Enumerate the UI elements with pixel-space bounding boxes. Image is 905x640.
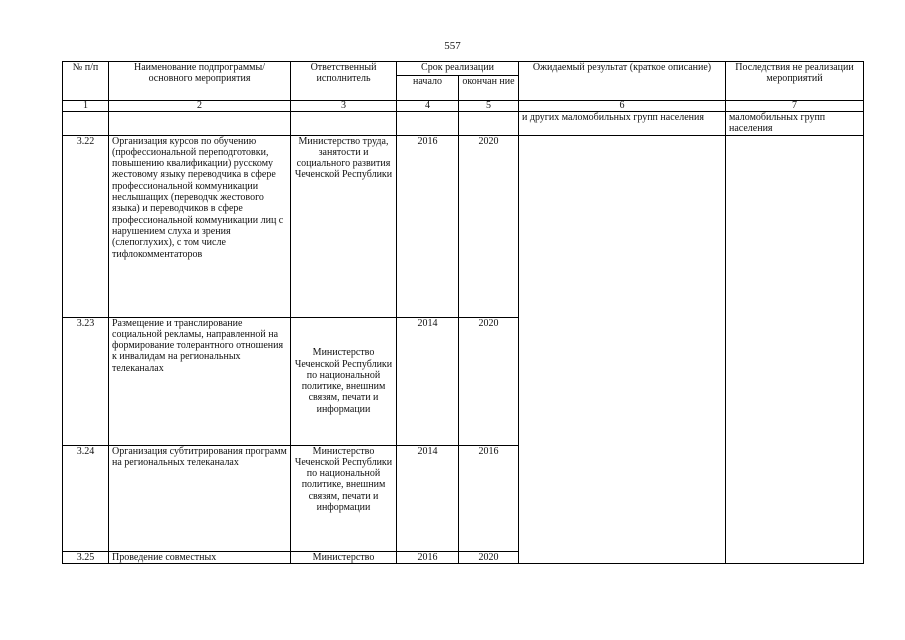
row-num: 3.25	[63, 551, 109, 563]
header-consequences: Последствия не реализации мероприятий	[726, 62, 864, 101]
row-end: 2020	[459, 551, 519, 563]
column-number: 6	[519, 101, 726, 112]
header-name: Наименование подпрограммы/ основного мероприятия	[109, 62, 291, 101]
column-number: 2	[109, 101, 291, 112]
header-responsible: Ответственный исполнитель	[291, 62, 397, 101]
row-responsible: Министерство Чеченской Республики по национальной политике, внешним связям, печати и информации	[291, 445, 397, 551]
continuation-result: и других маломобильных групп населения	[519, 112, 726, 136]
row-name: Проведение совместных	[109, 551, 291, 563]
header-period: Срок реализации	[397, 62, 519, 76]
header-start: начало	[397, 76, 459, 101]
row-num: 3.24	[63, 445, 109, 551]
program-table	[62, 61, 864, 564]
row-end: 2020	[459, 317, 519, 445]
row-name: Размещение и транслирование социальной рекламы, направленной на формирование толерантного отношения к инвалидам на региональных телеканалах	[109, 317, 291, 445]
page-number: 557	[444, 40, 461, 52]
header-row-1	[63, 62, 864, 76]
row-end: 2020	[459, 135, 519, 317]
header-num: № п/п	[63, 62, 109, 101]
column-number-row	[63, 101, 864, 112]
row-start: 2016	[397, 551, 459, 563]
column-number: 4	[397, 101, 459, 112]
row-num: 3.23	[63, 317, 109, 445]
row-name: Организация субтитрирования программ на региональных телеканалах	[109, 445, 291, 551]
column-number: 1	[63, 101, 109, 112]
row-start: 2016	[397, 135, 459, 317]
row-responsible: Министерство труда, занятости и социального развития Чеченской Республики	[291, 135, 397, 317]
column-number: 7	[726, 101, 864, 112]
continuation-row	[63, 112, 864, 136]
header-result: Ожидаемый результат (краткое описание)	[519, 62, 726, 101]
row-num: 3.22	[63, 135, 109, 317]
row-end: 2016	[459, 445, 519, 551]
header-end: окончан ние	[459, 76, 519, 101]
row-result	[519, 135, 726, 563]
row-responsible: Министерство Чеченской Республики по национальной политике, внешним связям, печати и информации	[291, 317, 397, 445]
row-start: 2014	[397, 445, 459, 551]
table-row	[63, 135, 864, 317]
column-number: 3	[291, 101, 397, 112]
row-name: Организация курсов по обучению (профессиональной переподготовки, повышению квалификации) русскому жестовому языку переводчика в сфере профессиональной коммуникации неслышащих (переводчк жестового языка) и переводчиков в сфере профессиональной коммуникации лиц с нарушением слуха и зрения (слепоглухих), с том числе тифлокомментаторов	[109, 135, 291, 317]
column-number: 5	[459, 101, 519, 112]
row-responsible: Министерство	[291, 551, 397, 563]
row-start: 2014	[397, 317, 459, 445]
continuation-consequences: маломобильных групп населения	[726, 112, 864, 136]
row-consequences	[726, 135, 864, 563]
